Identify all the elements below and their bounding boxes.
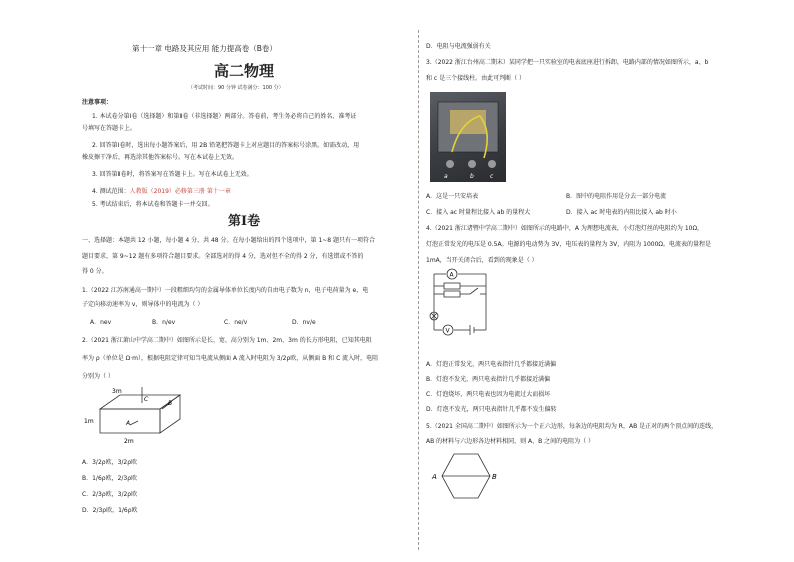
note-line: 1. 本试卷分第Ⅰ卷（选择题）和第Ⅱ卷（非选择题）两部分。答卷前，考生务必将自己的姓名、准考证: [92, 113, 357, 120]
q2-option-c: C．2/3ρ欧，3/2ρ欧: [82, 491, 138, 498]
q5-hexagon-figure: [426, 446, 506, 506]
q3-option-c: C．接入 ac 时量程比接入 ab 的量程大: [426, 209, 531, 216]
column-divider: [418, 30, 419, 550]
exam-info: （考试时间：90 分钟 试卷满分：100 分）: [188, 85, 284, 91]
note-line: 号填写在答题卡上。: [82, 125, 137, 132]
note-line: 2. 回答第Ⅰ卷时，选出每小题答案后，用 2B 铅笔把答题卡上对应题目的答案标号涂黑。如需改动，用: [92, 142, 360, 149]
q4-option-c: C．灯泡烧坏，两只电表也因为电流过大而损坏: [426, 391, 551, 398]
label-3m: 3m: [112, 388, 122, 395]
q1-option-d: D．nv/e: [292, 319, 316, 326]
q3-option-b: B．图中的电阻作用是分去一部分电流: [566, 193, 667, 200]
section-title: 第Ⅰ卷: [228, 214, 261, 229]
q2-stem: 分别为（ ）: [82, 373, 114, 380]
voltmeter-label: V: [445, 327, 450, 335]
q5-stem: 5.（2021 全国高二期中）如图所示为一个正六边形，每条边的电阻均为 R，AB 是正对的两个顶点间的连线，: [426, 423, 718, 430]
photo-label-b: b: [470, 173, 474, 180]
test-scope: 人教版（2019）必修第三册 第十一章: [129, 188, 231, 195]
instruction-line: 一、选择题：本题共 12 小题，每小题 4 分，共 48 分。在每小题给出的四个选项中，第 1~8 题只有一项符合: [82, 237, 376, 244]
q4-stem: 1mA，当开关闭合后，看到的现象是（ ）: [426, 257, 538, 264]
q1-option-b: B．n/ev: [152, 319, 176, 326]
right-column: [426, 0, 756, 562]
q2-cuboid-figure: [82, 385, 192, 450]
photo-label-c: c: [490, 173, 494, 180]
q2-option-a: A．3/2ρ欧，3/2ρ欧: [82, 459, 138, 466]
q3-option-d: D．接入 ac 时电表的内阻比接入 ab 时小: [566, 209, 677, 216]
chapter-title: 第十一章 电路及其应用 能力提高卷（B卷）: [132, 44, 277, 53]
q2-stem: 率为 ρ（单位是 Ω·m），根据电阻定律可知当电流从侧面 A 流入时电阻为 3/2ρ欧，从侧面 B 和 C 流入时，电阻: [82, 355, 379, 362]
q4-circuit-figure: [426, 264, 506, 344]
q4-option-a: A．灯泡正常发光，两只电表指针几乎都接近满偏: [426, 361, 557, 368]
note-line: 3. 回答第Ⅱ卷时，将答案写在答题卡上。写在本试卷上无效。: [92, 171, 253, 178]
q3-stem: 3.（2022 浙江台州高二期末）某同学把一只实验室的电表底座进行拆卸，电路内部的情况如图所示，a、b: [426, 59, 709, 66]
note-label: 4. 测试范围：: [92, 188, 130, 195]
label-c: C: [144, 396, 149, 403]
left-column: [82, 0, 412, 562]
q1-stem: 1.（2022 江苏南通高一期中）一段粗细均匀的金属导体单位长度内的自由电子数为 n，电子电荷量为 e，电: [82, 287, 369, 294]
q3-option-a: A．这是一只安培表: [426, 193, 479, 200]
meter-photo: [430, 92, 506, 182]
notes-title: 注意事项：: [82, 99, 113, 106]
q4-option-b: B．灯泡不发光，两只电表指针几乎都接近满偏: [426, 376, 551, 383]
hex-label-a: A: [432, 473, 437, 481]
note-line: 橡皮擦干净后，再选涂其他答案标号。写在本试卷上无效。: [82, 154, 239, 161]
ammeter-label: A: [449, 271, 454, 279]
note-line: 5. 考试结束后，将本试卷和答题卡一并交回。: [92, 201, 214, 208]
label-b: B: [168, 400, 173, 407]
q1-option-a: A．nev: [90, 319, 112, 326]
q2-option-d: D．2/3ρ欧，1/6ρ欧: [82, 507, 138, 514]
q4-option-d: D．灯泡不发光，两只电表指针几乎都不发生偏转: [426, 406, 557, 413]
label-2m: 2m: [124, 438, 134, 445]
photo-label-a: a: [444, 173, 448, 180]
q2-stem: 2.（2021 浙江萧山中学高二期中）如图所示是长、宽、高分别为 1m、2m、3m 的长方形电阻，已知其电阻: [82, 337, 372, 344]
note-line: [92, 187, 231, 196]
q2-option-d-cont: D．电阻与电流强弱有关: [426, 43, 491, 50]
label-1m: 1m: [84, 418, 94, 425]
q1-stem: 子定向移动速率为 v，则导体中的电流为（ ）: [82, 301, 204, 308]
label-a: A: [126, 420, 131, 427]
instruction-line: 题目要求，第 9~12 题有多项符合题目要求。全部选对的得 4 分，选对但不全的得 2 分，有选错或不答的: [82, 253, 364, 260]
q4-stem: 4.（2021 浙江诸暨中学高二期中）如图所示的电路中，A 为理想电流表，小灯泡灯丝的电阻约为 10Ω，: [426, 225, 704, 232]
instruction-line: 得 0 分。: [82, 268, 108, 275]
subject-title: 高二物理: [214, 62, 275, 80]
q4-stem: 灯泡正常发光的电压是 0.5A。电源的电动势为 3V，电压表的量程为 3V，内阻为 1000Ω。电流表的量程是: [426, 241, 711, 248]
q2-option-b: B．1/6ρ欧，2/3ρ欧: [82, 475, 138, 482]
q1-option-c: C．ne/v: [224, 319, 248, 326]
hex-label-b: B: [492, 473, 497, 481]
q5-stem: AB 的材料与六边形各边材料相同，则 A、B 之间的电阻为（ ）: [426, 438, 595, 445]
q3-stem: 和 c 是三个接线柱。由此可判断（ ）: [426, 75, 526, 82]
